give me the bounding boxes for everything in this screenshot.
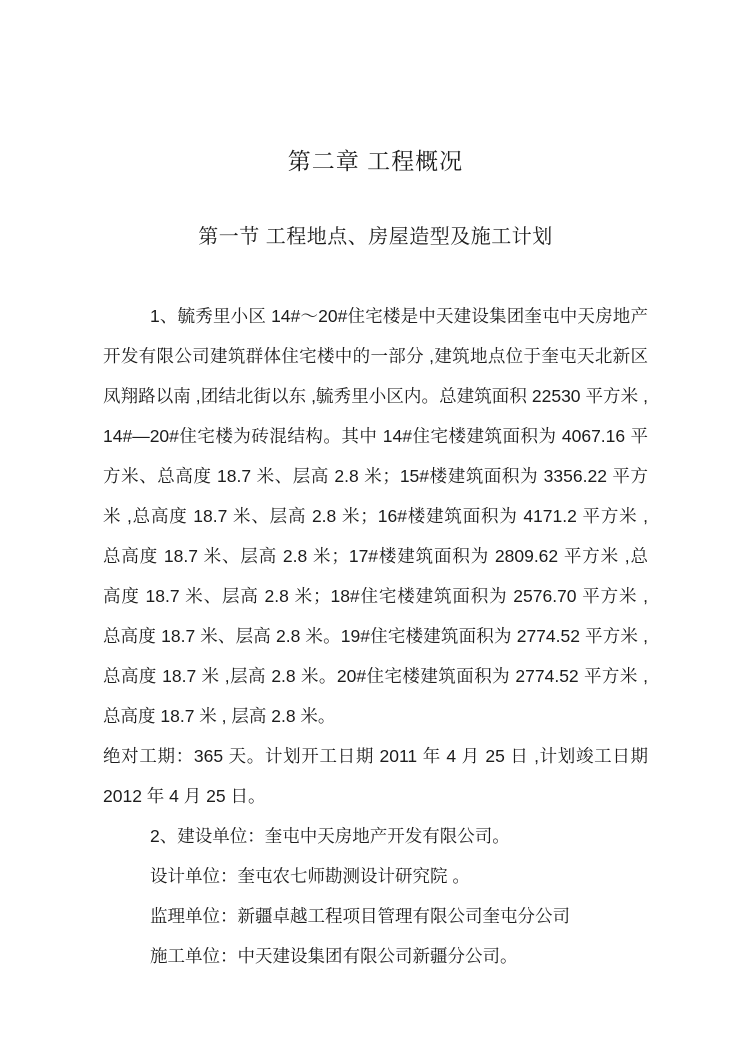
body-line: 设计单位：奎屯农七师勘测设计研究院 。 [150, 866, 470, 886]
body-line: 绝对工期：365 天。计划开工日期 2011 年 4 月 25 日 ,计划竣工日期 [103, 746, 648, 766]
body-line: 高度 18.7 米、层高 2.8 米；18#住宅楼建筑面积为 2576.70 平方米 , [103, 586, 648, 606]
body-line: 总高度 18.7 米 ,层高 2.8 米。20#住宅楼建筑面积为 2774.52 平方米 , [103, 666, 648, 686]
body-line: 开发有限公司建筑群体住宅楼中的一部分 ,建筑地点位于奎屯天北新区 [103, 346, 648, 366]
body-line: 1、毓秀里小区 14#～20#住宅楼是中天建设集团奎屯中天房地产 [150, 306, 648, 326]
body-line: 米 ,总高度 18.7 米、层高 2.8 米；16#楼建筑面积为 4171.2 平方米 , [103, 506, 648, 526]
body-line: 监理单位：新疆卓越工程项目管理有限公司奎屯分公司 [150, 906, 570, 926]
body-line: 总高度 18.7 米、层高 2.8 米。19#住宅楼建筑面积为 2774.52 平方米 , [103, 626, 648, 646]
body-line: 总高度 18.7 米、层高 2.8 米；17#楼建筑面积为 2809.62 平方米 ,总 [103, 546, 648, 566]
body-line: 14#—20#住宅楼为砖混结构。其中 14#住宅楼建筑面积为 4067.16 平 [103, 426, 648, 446]
body-line: 施工单位：中天建设集团有限公司新疆分公司。 [150, 946, 518, 966]
body-line: 凤翔路以南 ,团结北街以东 ,毓秀里小区内。总建筑面积 22530 平方米 , [103, 386, 648, 406]
body-line: 2012 年 4 月 25 日。 [103, 786, 266, 806]
chapter-title: 第二章 工程概况 [287, 148, 464, 174]
body-text [103, 296, 648, 976]
body-line: 方米、总高度 18.7 米、层高 2.8 米；15#楼建筑面积为 3356.22 平方 [103, 466, 648, 486]
body-line: 2、建设单位：奎屯中天房地产开发有限公司。 [150, 826, 510, 846]
body-line: 总高度 18.7 米 , 层高 2.8 米。 [103, 706, 336, 726]
section-title: 第一节 工程地点、房屋造型及施工计划 [198, 226, 553, 248]
